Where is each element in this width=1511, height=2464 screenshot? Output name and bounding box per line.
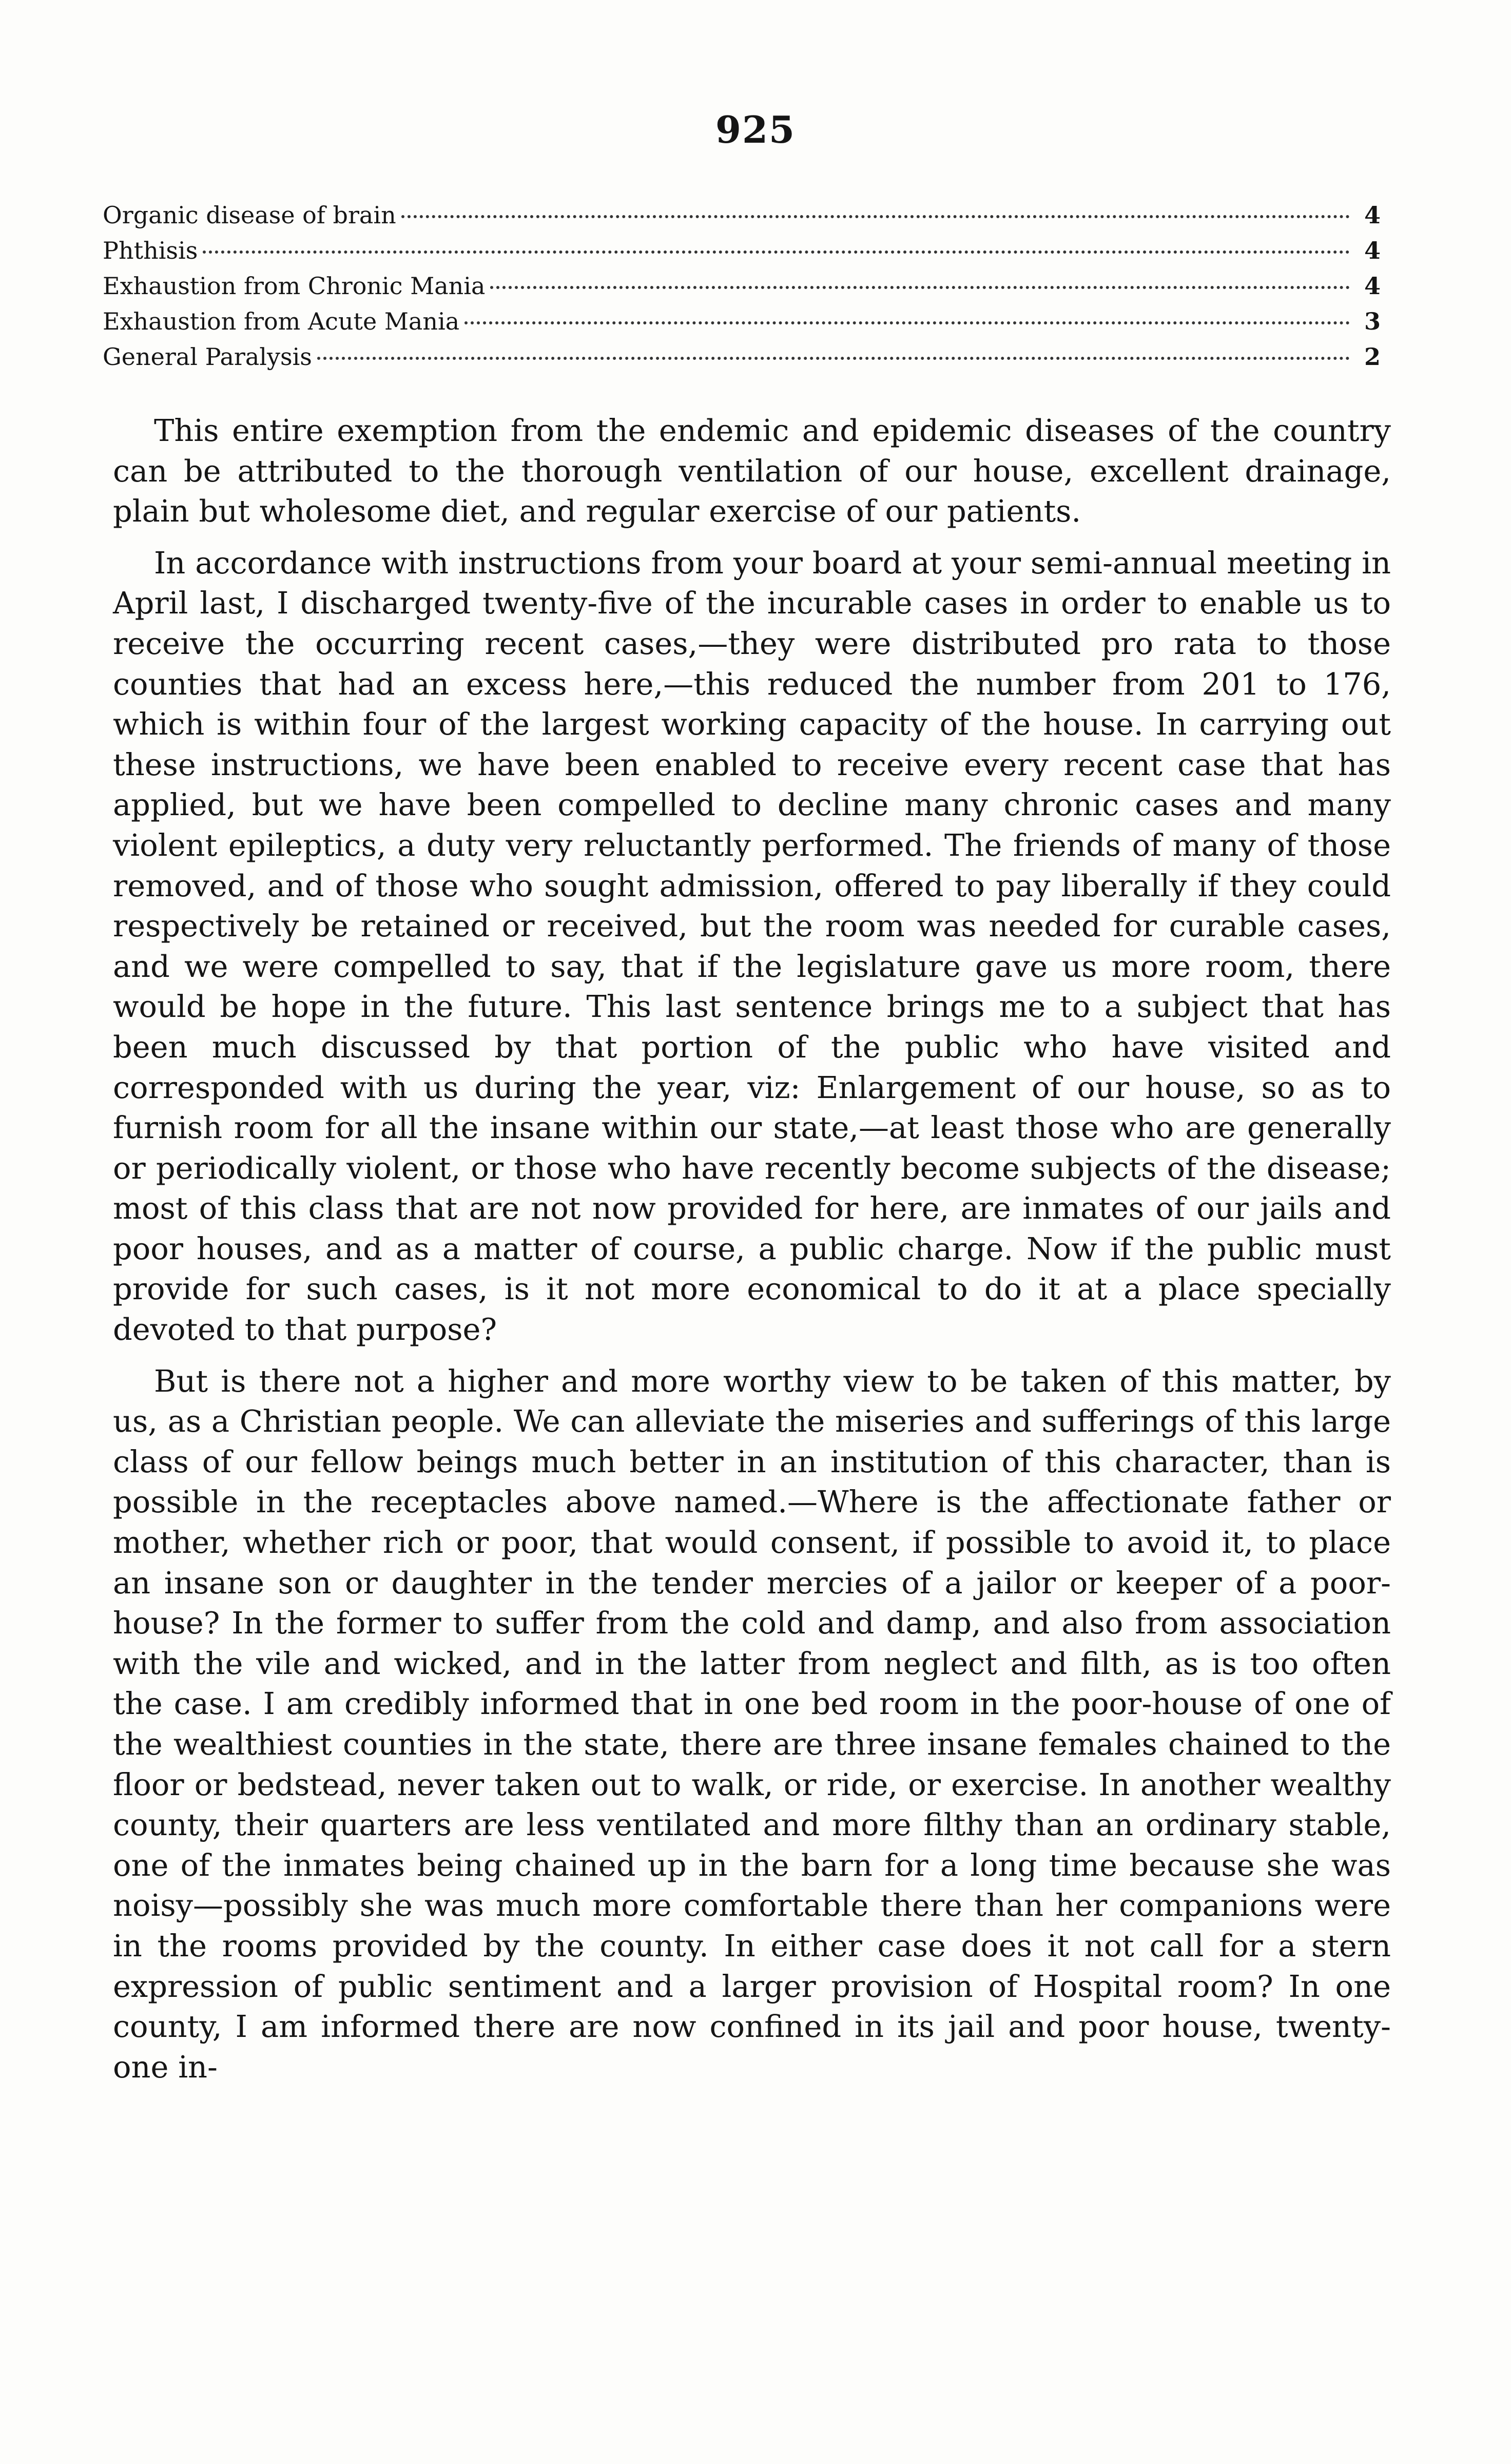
cause-label: Exhaustion from Chronic Mania [103, 272, 486, 300]
cause-label: Phthisis [103, 237, 198, 264]
cause-row [103, 233, 1381, 268]
cause-label: Organic disease of brain [103, 201, 396, 229]
cause-label: Exhaustion from Acute Mania [103, 307, 460, 335]
page-number: 925 [715, 108, 796, 151]
cause-label: General Paralysis [103, 343, 312, 371]
paragraph-exemption: This entire exemption from the endemic and epidemic diseases of the country can be attributed to the thorough ventilation of our house, excellent drainage, plain but wholesome diet, and regular exercise of our patients. [113, 413, 1391, 529]
leader-dots [317, 357, 1350, 360]
leader-dots [203, 251, 1350, 254]
cause-count: 4 [1364, 272, 1381, 300]
leader-dots [401, 215, 1350, 218]
cause-count: 3 [1364, 307, 1381, 335]
report-body [113, 411, 1391, 2099]
paragraph-discharges: In accordance with instructions from your board at your semi-annual meeting in April last, I discharged twenty-five of the incurable cases in order to enable us to receive the occurring recent cases,—they were distributed pro rata to those counties that had an excess here,—this reduced the number from 201 to 176, which is within four of the largest working capacity of the house. In carrying out these instructions, we have been enabled to receive every recent case that has applied, but we have been compelled to decline many chronic cases and many violent epileptics, a duty very reluctantly performed. The friends of many of those removed, and of those who sought admission, offered to pay liberally if they could respectively be retained or received, but the room was needed for curable cases, and we were compelled to say, that if the legislature gave us more room, there would be hope in the future. This last sentence brings me to a subject that has been much discussed by that portion of the public who have visited and corresponded with us during the year, viz: Enlargement of our house, so as to furnish room for all the insane within our state,—at least those who are generally or periodically violent, or those who have recently become subjects of the disease; most of this class that are not now provided for here, are inmates of our jails and poor houses, and as a matter of course, a public charge. Now if the public must provide for such cases, is it not more economical to do it at a place specially devoted to that purpose? [113, 545, 1391, 1348]
leader-dots [464, 321, 1350, 324]
cause-row [103, 198, 1381, 233]
cause-row [103, 304, 1381, 339]
cause-count: 4 [1364, 237, 1381, 264]
cause-row [103, 339, 1381, 375]
cause-count: 2 [1364, 343, 1381, 371]
cause-count: 4 [1364, 201, 1381, 229]
causes-of-death-list [103, 198, 1381, 375]
paragraph-christian-view: But is there not a higher and more worthy view to be taken of this matter, by us, as a Christian people. We can alleviate the miseries and sufferings of this large class of our fellow beings much better in an institution of this character, than is possible in the receptacles above named.—Where is the affectionate father or mother, whether rich or poor, that would consent, if possible to avoid it, to place an insane son or daughter in the tender mercies of a jailor or keeper of a poor-house? In the former to suffer from the cold and damp, and also from association with the vile and wicked, and in the latter from neglect and filth, as is too often the case. I am credibly informed that in one bed room in the poor-house of one of the wealthiest counties in the state, there are three insane females chained to the floor or bedstead, never taken out to walk, or ride, or exercise. In another wealthy county, their quarters are less ventilated and more filthy than an ordinary stable, one of the inmates being chained up in the barn for a long time because she was noisy—possibly she was much more comfortable there than her companions were in the rooms provided by the county. In either case does it not call for a stern expression of public sentiment and a larger provision of Hospital room? In one county, I am informed there are now confined in its jail and poor house, twenty-one in- [113, 1363, 1391, 2085]
leader-dots [490, 286, 1350, 289]
cause-row [103, 268, 1381, 304]
